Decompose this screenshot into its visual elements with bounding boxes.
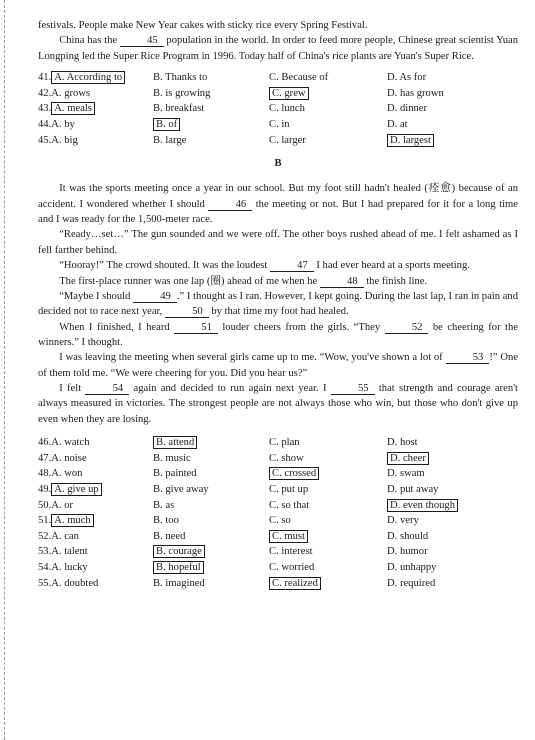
- option-c: C. larger: [269, 134, 306, 146]
- option-cell: [38, 86, 153, 101]
- option-d: D. cheer: [387, 452, 429, 465]
- option-cell: [269, 70, 387, 85]
- option-a: A. talent: [51, 546, 88, 558]
- option-c: C. plan: [269, 437, 300, 449]
- blank-49: 49: [133, 291, 177, 303]
- passage-b-para-5: [38, 289, 518, 320]
- option-b: B. painted: [153, 468, 197, 480]
- option-cell: [153, 133, 269, 148]
- question-row: [38, 576, 518, 592]
- option-cell: [269, 482, 387, 497]
- question-row: [38, 498, 518, 514]
- option-d: D. has grown: [387, 87, 444, 99]
- option-d: D. even though: [387, 499, 458, 512]
- option-cell: [269, 435, 387, 450]
- option-cell: [269, 117, 387, 132]
- option-a: A. meals: [51, 102, 95, 115]
- text: I felt: [59, 383, 86, 395]
- question-row: [38, 482, 518, 498]
- text: louder cheers from the girls. “They: [217, 321, 385, 333]
- passage-b-para-2: “Ready…set…” The gun sounded and we were off. The other boys rushed ahead of me. I felt ashamed as I fell farther behind.: [38, 229, 518, 256]
- option-c: C. worried: [269, 562, 315, 574]
- option-b: B. Thanks to: [153, 72, 208, 84]
- option-d: D. put away: [387, 484, 439, 496]
- option-cell: [387, 466, 507, 481]
- question-number: 51.: [38, 515, 52, 527]
- text: that strength and courage aren't always measured in victories. The strongest people are not always those who win, but those who don't give up even when they are losing.: [38, 383, 518, 425]
- option-c: C. grew: [269, 87, 309, 100]
- text: When I finished, I heard: [59, 321, 175, 333]
- blank-47: 47: [270, 260, 314, 272]
- option-cell: [387, 86, 507, 101]
- option-d: D. largest: [387, 134, 434, 147]
- option-cell: [269, 451, 387, 466]
- question-number: 47.: [38, 452, 52, 464]
- text: again and decided to run again next year. I: [129, 383, 331, 395]
- text: “Maybe I should: [59, 290, 134, 302]
- passage-b-para-6: [38, 320, 518, 351]
- option-b: B. large: [153, 134, 187, 146]
- option-a: A. grows: [51, 87, 91, 99]
- option-cell: [387, 117, 507, 132]
- question-row: [38, 513, 518, 529]
- option-d: D. required: [387, 577, 436, 589]
- blank-54: 54: [85, 383, 129, 395]
- passage-b-para-3: [38, 258, 518, 273]
- option-cell: [269, 101, 387, 116]
- option-cell: [38, 451, 153, 466]
- question-row: [38, 70, 518, 86]
- question-number: 43.: [38, 103, 52, 115]
- option-cell: [153, 529, 269, 544]
- option-cell: [269, 576, 387, 591]
- passage-b-para-7: [38, 350, 518, 381]
- option-cell: [153, 101, 269, 116]
- option-c: C. Because of: [269, 72, 329, 84]
- option-cell: [387, 513, 507, 528]
- passage-b-para-8: [38, 381, 518, 427]
- text: I had ever heard at a sports meeting.: [313, 260, 470, 272]
- option-cell: [153, 482, 269, 497]
- question-row: [38, 529, 518, 545]
- passage-b-para-4: [38, 274, 518, 289]
- passage-b-para-1: [38, 181, 518, 227]
- option-cell: [153, 435, 269, 450]
- option-a: A. According to: [51, 71, 125, 84]
- worksheet-page: [38, 18, 518, 591]
- option-a: A. give up: [51, 483, 101, 496]
- question-number: 41.: [38, 72, 52, 84]
- option-a: A. much: [51, 514, 93, 527]
- option-b: B. music: [153, 452, 191, 464]
- option-c: C. so that: [269, 499, 310, 511]
- option-a: A. won: [51, 468, 83, 480]
- option-cell: [38, 560, 153, 575]
- option-cell: [269, 86, 387, 101]
- option-cell: [38, 117, 153, 132]
- option-cell: [38, 101, 153, 116]
- option-c: C. lunch: [269, 103, 305, 115]
- option-cell: [269, 560, 387, 575]
- option-d: D. swam: [387, 468, 425, 480]
- question-number: 44.: [38, 118, 52, 130]
- option-d: D. should: [387, 530, 429, 542]
- option-cell: [153, 451, 269, 466]
- option-cell: [153, 498, 269, 513]
- text: !” One of them told me. “We were cheering for you. Did you hear us?”: [38, 352, 519, 379]
- option-b: B. hopeful: [153, 561, 204, 574]
- section-b-title: B: [274, 158, 282, 170]
- blank-55: 55: [331, 383, 375, 395]
- option-cell: [387, 70, 507, 85]
- binding-line: [4, 0, 5, 740]
- option-c: C. put up: [269, 484, 309, 496]
- question-number: 49.: [38, 484, 52, 496]
- options-a: [38, 70, 518, 148]
- question-number: 53.: [38, 546, 52, 558]
- option-b: B. courage: [153, 545, 205, 558]
- option-cell: [387, 133, 507, 148]
- option-b: B. too: [153, 515, 179, 527]
- question-number: 52.: [38, 530, 52, 542]
- option-d: D. host: [387, 437, 418, 449]
- option-c: C. in: [269, 118, 290, 130]
- option-cell: [38, 544, 153, 559]
- option-a: A. big: [51, 134, 78, 146]
- question-row: [38, 544, 518, 560]
- question-row: [38, 451, 518, 467]
- option-cell: [269, 133, 387, 148]
- option-cell: [38, 576, 153, 591]
- option-cell: [387, 544, 507, 559]
- option-a: A. or: [51, 499, 74, 511]
- option-a: A. lucky: [51, 562, 88, 574]
- passage-a-para-1: festivals. People make New Year cakes with sticky rice every Spring Festival.: [38, 20, 368, 31]
- option-b: B. attend: [153, 436, 197, 449]
- question-number: 46.: [38, 437, 52, 449]
- option-d: D. As for: [387, 72, 427, 84]
- option-a: A. by: [51, 118, 75, 130]
- blank-48: 48: [320, 276, 364, 288]
- question-row: [38, 466, 518, 482]
- question-number: 42.: [38, 87, 52, 99]
- question-number: 50.: [38, 499, 52, 511]
- option-cell: [153, 466, 269, 481]
- blank-45: 45: [120, 35, 164, 47]
- option-b: B. as: [153, 499, 175, 511]
- text: .” I thought as I ran. However, I kept going. During the last lap, I ran in pain and decided not to race next year,: [38, 290, 518, 318]
- option-c: C. interest: [269, 546, 313, 558]
- text: the finish line.: [363, 275, 428, 287]
- option-cell: [387, 498, 507, 513]
- option-d: D. very: [387, 515, 419, 527]
- question-number: 45.: [38, 134, 52, 146]
- blank-52: 52: [385, 322, 429, 334]
- option-d: D. dinner: [387, 103, 428, 115]
- option-cell: [38, 466, 153, 481]
- option-cell: [269, 513, 387, 528]
- option-cell: [38, 513, 153, 528]
- option-cell: [153, 117, 269, 132]
- blank-46: 46: [208, 199, 252, 211]
- question-row: [38, 86, 518, 102]
- option-c: C. must: [269, 530, 308, 543]
- option-a: A. watch: [51, 437, 90, 449]
- option-b: B. of: [153, 118, 180, 131]
- option-cell: [153, 513, 269, 528]
- option-cell: [269, 544, 387, 559]
- option-a: A. noise: [51, 452, 87, 464]
- option-a: A. can: [51, 530, 79, 542]
- option-cell: [387, 576, 507, 591]
- option-b: B. is growing: [153, 87, 211, 99]
- option-cell: [387, 101, 507, 116]
- text: be cheering for the winners.” I thought.: [38, 321, 518, 348]
- passage-a-para-2: [38, 33, 518, 64]
- option-cell: [153, 70, 269, 85]
- option-d: D. unhappy: [387, 562, 437, 574]
- option-c: C. so: [269, 515, 291, 527]
- text: It was the sports meeting once a year in our school. But my foot still hadn't healed (痊愈) because of an accident. I wondered whether I should: [38, 183, 518, 210]
- option-cell: [387, 560, 507, 575]
- option-b: B. give away: [153, 484, 209, 496]
- option-cell: [38, 435, 153, 450]
- question-number: 54.: [38, 562, 52, 574]
- option-a: A. doubted: [51, 577, 99, 589]
- option-cell: [387, 482, 507, 497]
- option-cell: [269, 498, 387, 513]
- question-row: [38, 560, 518, 576]
- option-c: C. crossed: [269, 467, 319, 480]
- option-cell: [38, 133, 153, 148]
- question-row: [38, 101, 518, 117]
- question-row: [38, 132, 518, 148]
- text: The first-place runner was one lap (圈) ahead of me when he: [59, 275, 320, 287]
- option-cell: [387, 435, 507, 450]
- option-cell: [387, 529, 507, 544]
- option-cell: [38, 482, 153, 497]
- text: population in the world. In order to feed more people, Chinese great scientist Yuan Longping led the Super Rice Program in 1996. Today half of China's rice plants are Yuan's Super Rice.: [38, 35, 518, 62]
- option-cell: [153, 86, 269, 101]
- text: I was leaving the meeting when several girls came up to me. “Wow, you've shown a lot of: [59, 352, 446, 364]
- option-c: C. show: [269, 452, 304, 464]
- text: the meeting or not. But I had prepared for it for a long time and I was ready for the 1,500-meter race.: [38, 198, 519, 226]
- option-cell: [387, 451, 507, 466]
- option-cell: [38, 529, 153, 544]
- option-b: B. breakfast: [153, 103, 205, 115]
- option-cell: [153, 560, 269, 575]
- question-number: 48.: [38, 468, 52, 480]
- text: China has the: [59, 35, 120, 47]
- option-cell: [153, 544, 269, 559]
- option-cell: [153, 576, 269, 591]
- question-row: [38, 117, 518, 133]
- option-b: B. need: [153, 530, 186, 542]
- text: by that time my foot had healed.: [208, 306, 349, 318]
- option-b: B. imagined: [153, 577, 205, 589]
- blank-53: 53: [446, 352, 490, 364]
- blank-51: 51: [174, 322, 218, 334]
- option-d: D. humor: [387, 546, 428, 558]
- blank-50: 50: [165, 306, 209, 318]
- option-cell: [38, 70, 153, 85]
- text: “Hooray!” The crowd shouted. It was the loudest: [59, 260, 270, 272]
- option-cell: [38, 498, 153, 513]
- option-d: D. at: [387, 118, 408, 130]
- option-c: C. realized: [269, 577, 321, 590]
- question-number: 55.: [38, 577, 52, 589]
- option-cell: [269, 466, 387, 481]
- question-row: [38, 435, 518, 451]
- option-cell: [269, 529, 387, 544]
- options-b: [38, 435, 518, 591]
